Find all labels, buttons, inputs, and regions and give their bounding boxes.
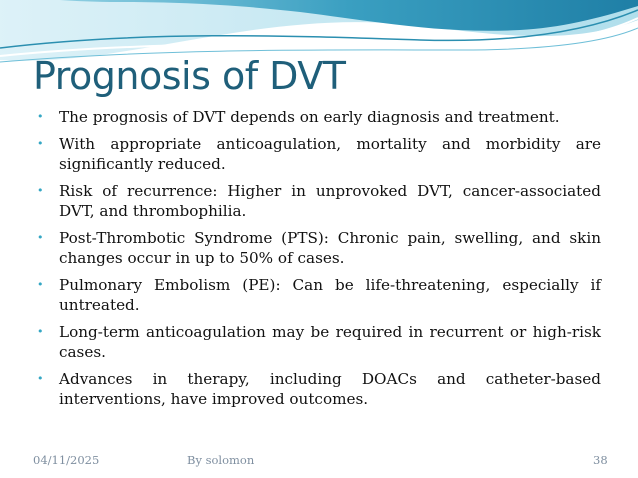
bullet-item (37, 228, 601, 269)
bullet-text: The prognosis of DVT depends on early diagnosis and treatment. (59, 108, 560, 126)
bullet-item (37, 275, 601, 316)
bullet-icon: • (37, 136, 44, 150)
footer-author: By solomon (187, 453, 255, 467)
slide-title: Prognosis of DVT (33, 54, 346, 98)
bullet-item (37, 181, 601, 222)
bullet-item (37, 107, 601, 128)
bullet-text: Long-term anticoagulation may be required in recurrent or high-risk cases. (59, 322, 601, 361)
bullet-item (37, 369, 601, 410)
bullet-item (37, 134, 601, 175)
bullet-item (37, 322, 601, 363)
bullet-icon: • (37, 324, 44, 338)
bullet-icon: • (37, 371, 44, 385)
bullet-icon: • (37, 183, 44, 197)
bullet-text: With appropriate anticoagulation, mortality and morbidity are significantly reduced. (59, 134, 601, 173)
bullet-icon: • (37, 110, 44, 123)
bullet-text: Post-Thrombotic Syndrome (PTS): Chronic pain, swelling, and skin changes occur in up to 50% of cases. (59, 228, 601, 267)
bullet-list (37, 107, 601, 416)
footer-page-number: 38 (593, 453, 608, 467)
footer-date: 04/11/2025 (33, 453, 100, 467)
bullet-text: Advances in therapy, including DOACs and catheter-based interventions, have improved outcomes. (59, 369, 601, 408)
bullet-text: Risk of recurrence: Higher in unprovoked DVT, cancer-associated DVT, and thrombophilia. (59, 181, 601, 220)
bullet-icon: • (37, 230, 44, 244)
bullet-icon: • (37, 277, 44, 291)
bullet-text: Pulmonary Embolism (PE): Can be life-threatening, especially if untreated. (59, 275, 601, 314)
